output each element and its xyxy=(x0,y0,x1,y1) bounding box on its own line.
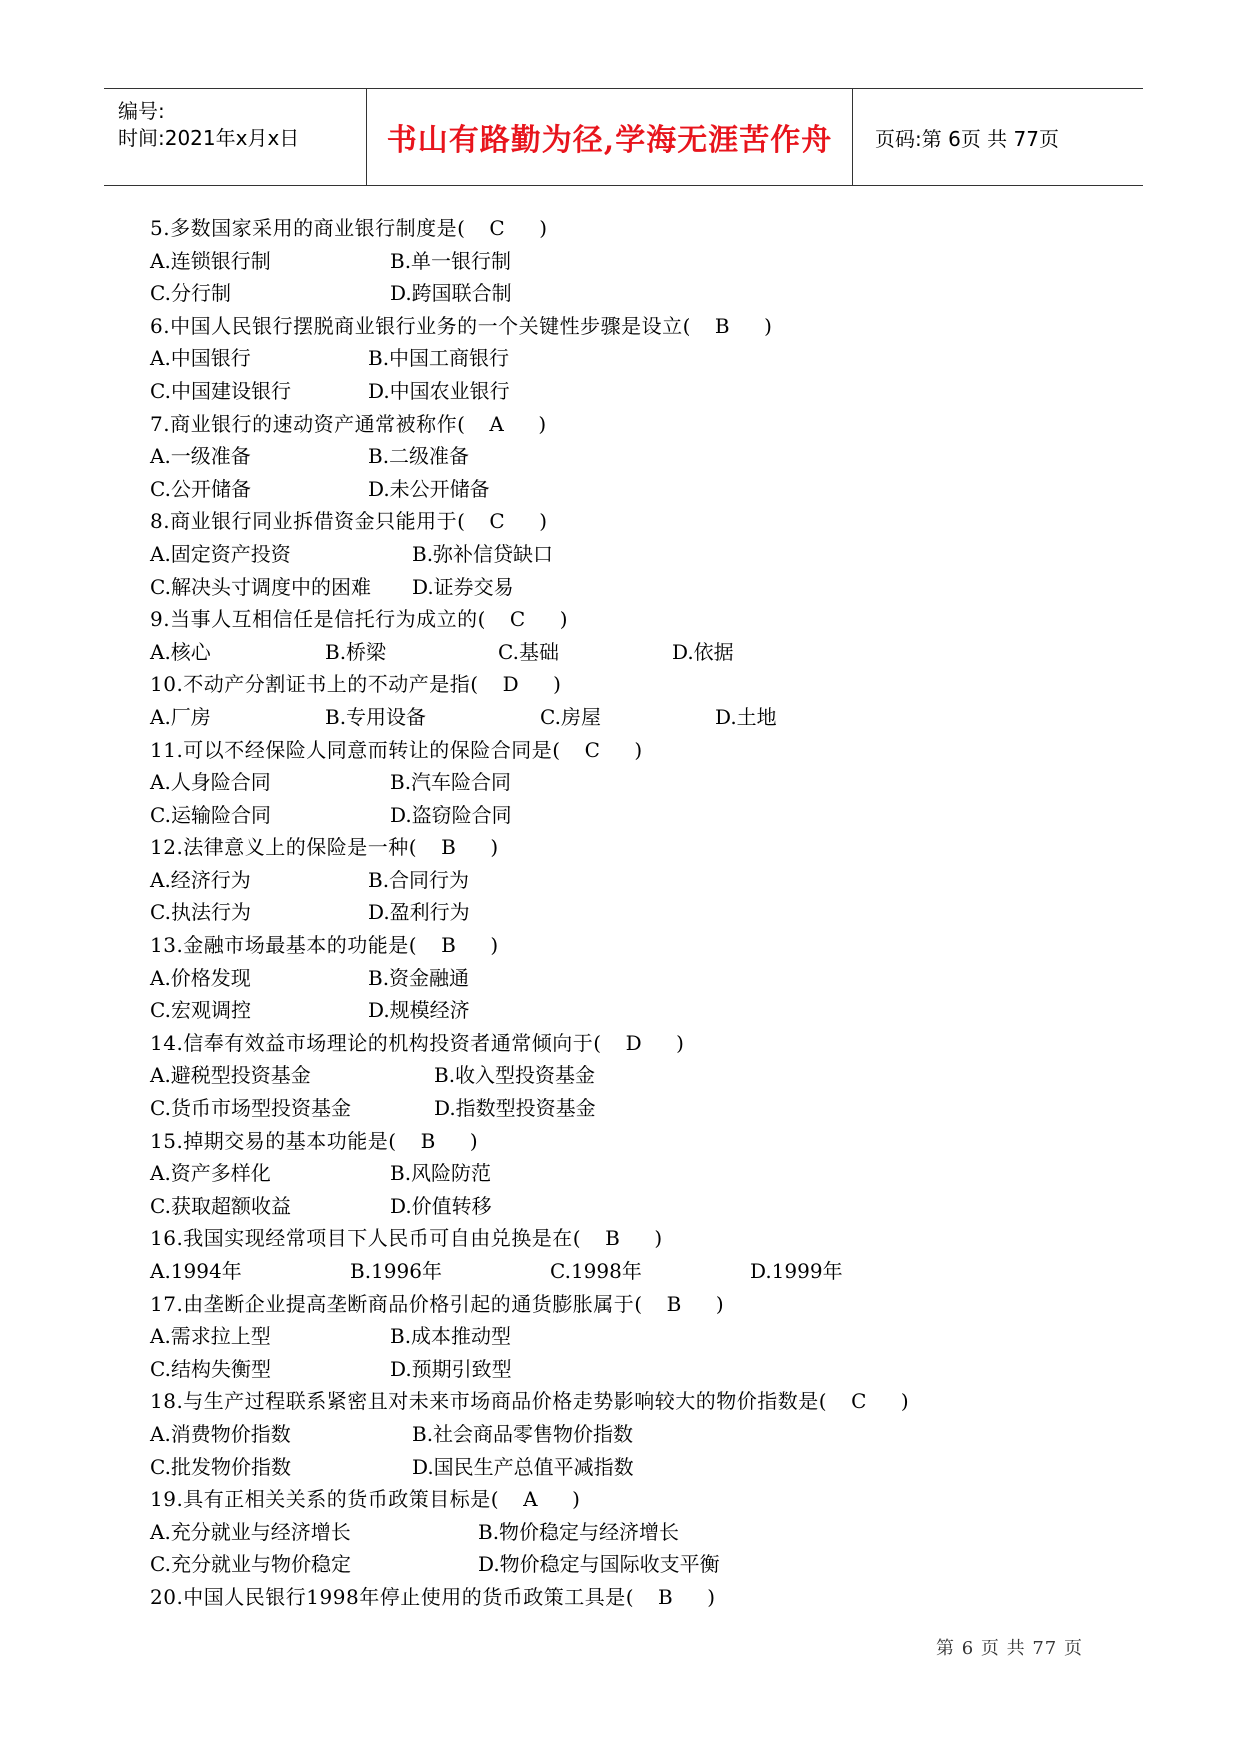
option-c: C.分行制 xyxy=(150,281,231,306)
option-a: A.中国银行 xyxy=(150,346,251,371)
answer-letter: B xyxy=(441,835,457,860)
option-c: C.获取超额收益 xyxy=(150,1193,291,1218)
option-c: C.结构失衡型 xyxy=(150,1356,271,1381)
answer-letter: B xyxy=(666,1291,682,1316)
option-c: C.中国建设银行 xyxy=(150,378,291,403)
question-text: 9.当事人互相信任是信托行为成立的( xyxy=(150,607,486,632)
option-b: B.资金融通 xyxy=(368,965,470,990)
question-text: 5.多数国家采用的商业银行制度是( xyxy=(150,216,466,240)
question-stem xyxy=(150,1222,1110,1255)
option-d: D.预期引致型 xyxy=(390,1356,512,1381)
option-a: A.资产多样化 xyxy=(150,1161,271,1186)
option-row xyxy=(150,1418,1110,1451)
closing-paren: ) xyxy=(539,509,548,534)
option-row xyxy=(150,1157,1110,1190)
option-b: B.风险防范 xyxy=(390,1161,492,1186)
question-text: 16.我国实现经常项目下人民币可自由兑换是在( xyxy=(150,1226,582,1251)
answer-letter: D xyxy=(502,672,520,697)
question-text: 12.法律意义上的保险是一种( xyxy=(150,835,418,860)
question-stem xyxy=(150,929,1110,962)
question-stem xyxy=(150,734,1110,767)
answer-letter: C xyxy=(489,216,506,240)
option-a: A.人身险合同 xyxy=(150,770,271,795)
option-d: D.中国农业银行 xyxy=(368,378,510,403)
option-row xyxy=(150,864,1110,897)
closing-paren: ) xyxy=(707,1584,716,1609)
option-d: D.土地 xyxy=(715,704,777,729)
option-a: A.经济行为 xyxy=(150,867,251,892)
option-b: B.弥补信贷缺口 xyxy=(412,541,554,566)
option-row xyxy=(150,571,1110,604)
answer-letter: B xyxy=(441,933,457,958)
document-number-label: 编号: xyxy=(118,99,165,123)
question-text: 14.信奉有效益市场理论的机构投资者通常倾向于( xyxy=(150,1030,602,1055)
question-text: 7.商业银行的速动资产通常被称作( xyxy=(150,411,466,436)
question-stem xyxy=(150,408,1110,441)
option-row xyxy=(150,473,1110,506)
answer-letter: A xyxy=(489,411,505,436)
option-a: A.连锁银行制 xyxy=(150,248,271,273)
option-a: A.一级准备 xyxy=(150,444,251,469)
option-row xyxy=(150,896,1110,929)
question-text: 20.中国人民银行1998年停止使用的货币政策工具是( xyxy=(150,1584,635,1609)
answer-letter: B xyxy=(658,1584,674,1609)
answer-letter: C xyxy=(509,607,526,632)
question-stem xyxy=(150,668,1110,701)
option-row xyxy=(150,1059,1110,1092)
option-b: B.成本推动型 xyxy=(390,1324,512,1349)
question-text: 15.掉期交易的基本功能是( xyxy=(150,1128,397,1153)
question-text: 10.不动产分割证书上的不动产是指( xyxy=(150,672,479,697)
option-d: D.指数型投资基金 xyxy=(434,1096,596,1121)
option-row xyxy=(150,1092,1110,1125)
option-a: A.需求拉上型 xyxy=(150,1324,271,1349)
option-row xyxy=(150,962,1110,995)
option-d: D.盈利行为 xyxy=(368,900,470,925)
closing-paren: ) xyxy=(553,672,562,697)
closing-paren: ) xyxy=(715,1291,725,1316)
option-b: B.社会商品零售物价指数 xyxy=(412,1421,634,1446)
question-stem xyxy=(150,310,1110,343)
option-c: C.基础 xyxy=(498,639,559,664)
option-b: B.物价稳定与经济增长 xyxy=(478,1519,680,1544)
option-b: B.单一银行制 xyxy=(390,248,512,273)
question-stem xyxy=(150,212,1110,245)
option-b: B.合同行为 xyxy=(368,867,470,892)
option-row xyxy=(150,1451,1110,1484)
closing-paren: ) xyxy=(900,1389,910,1414)
question-stem xyxy=(150,1581,1110,1614)
option-d: D.证券交易 xyxy=(412,574,514,599)
option-c: C.运输险合同 xyxy=(150,802,271,827)
option-d: D.国民生产总值平减指数 xyxy=(412,1454,634,1479)
option-row xyxy=(150,636,1110,669)
option-row xyxy=(150,277,1110,310)
question-stem xyxy=(150,1483,1110,1516)
question-text: 6.中国人民银行摆脱商业银行业务的一个关键性步骤是设立( xyxy=(150,313,691,338)
option-row xyxy=(150,375,1110,408)
option-d: D.规模经济 xyxy=(368,998,470,1023)
option-b: B.收入型投资基金 xyxy=(434,1063,596,1088)
option-row xyxy=(150,1353,1110,1386)
question-text: 17.由垄断企业提高垄断商品价格引起的通货膨胀属于( xyxy=(150,1291,643,1316)
option-d: D.跨国联合制 xyxy=(390,281,512,306)
option-row xyxy=(150,799,1110,832)
option-a: A.厂房 xyxy=(150,704,211,729)
page-header xyxy=(104,88,1143,186)
option-b: B.桥梁 xyxy=(325,639,387,664)
question-stem xyxy=(150,1125,1110,1158)
option-c: C.解决头寸调度中的困难 xyxy=(150,574,371,599)
header-page-cell xyxy=(853,89,1143,185)
option-b: B.汽车险合同 xyxy=(390,770,512,795)
question-stem xyxy=(150,505,1110,538)
option-row xyxy=(150,538,1110,571)
option-row xyxy=(150,1190,1110,1223)
document-time-label: 时间:2021年x月x日 xyxy=(118,126,300,150)
question-text: 18.与生产过程联系紧密且对未来市场商品价格走势影响较大的物价指数是( xyxy=(150,1389,828,1414)
answer-letter: B xyxy=(605,1226,621,1251)
question-stem xyxy=(150,1385,1110,1418)
header-info-cell xyxy=(104,89,367,185)
option-row xyxy=(150,994,1110,1027)
option-a: A.1994年 xyxy=(150,1259,242,1283)
closing-paren: ) xyxy=(764,313,773,338)
option-a: A.固定资产投资 xyxy=(150,541,291,566)
page-number-label: 页码:第 6页 共 77页 xyxy=(875,126,1059,151)
closing-paren: ) xyxy=(654,1226,663,1251)
page-footer: 第 6 页 共 77 页 xyxy=(936,1638,1083,1659)
option-d: D.1999年 xyxy=(750,1259,843,1283)
answer-letter: A xyxy=(523,1487,539,1512)
option-c: C.公开储备 xyxy=(150,476,251,501)
option-c: C.宏观调控 xyxy=(150,998,251,1023)
option-d: D.依据 xyxy=(672,639,734,664)
option-c: C.批发物价指数 xyxy=(150,1454,291,1479)
closing-paren: ) xyxy=(559,607,569,632)
option-b: B.专用设备 xyxy=(325,704,427,729)
question-text: 19.具有正相关关系的货币政策目标是( xyxy=(150,1487,500,1512)
question-stem xyxy=(150,603,1110,636)
option-d: D.盗窃险合同 xyxy=(390,802,512,827)
question-stem xyxy=(150,1288,1110,1321)
option-row xyxy=(150,701,1110,734)
question-text: 8.商业银行同业拆借资金只能用于( xyxy=(150,509,466,534)
option-a: A.核心 xyxy=(150,639,211,664)
closing-paren: ) xyxy=(490,835,499,860)
option-a: A.消费物价指数 xyxy=(150,1421,291,1446)
option-d: D.价值转移 xyxy=(390,1193,492,1218)
header-motto-cell xyxy=(367,89,853,185)
option-row xyxy=(150,766,1110,799)
closing-paren: ) xyxy=(538,411,547,436)
option-row xyxy=(150,440,1110,473)
answer-letter: C xyxy=(584,737,601,762)
option-row xyxy=(150,245,1110,278)
closing-paren: ) xyxy=(539,216,548,240)
option-c: C.房屋 xyxy=(540,704,601,729)
question-text: 13.金融市场最基本的功能是( xyxy=(150,933,418,958)
question-stem xyxy=(150,831,1110,864)
closing-paren: ) xyxy=(490,933,499,958)
option-a: A.避税型投资基金 xyxy=(150,1063,311,1088)
answer-letter: C xyxy=(489,509,506,534)
closing-paren: ) xyxy=(676,1030,685,1055)
option-row xyxy=(150,1516,1110,1549)
option-row xyxy=(150,1320,1110,1353)
option-a: A.充分就业与经济增长 xyxy=(150,1519,351,1544)
closing-paren: ) xyxy=(572,1487,581,1512)
option-row xyxy=(150,1255,1110,1288)
option-d: D.未公开储备 xyxy=(368,476,490,501)
option-c: C.充分就业与物价稳定 xyxy=(150,1552,351,1577)
answer-letter: B xyxy=(714,313,731,338)
closing-paren: ) xyxy=(469,1128,479,1153)
answer-letter: C xyxy=(851,1389,867,1414)
option-c: C.执法行为 xyxy=(150,900,251,925)
question-list xyxy=(150,212,1110,1614)
answer-letter: B xyxy=(420,1128,436,1153)
option-d: D.物价稳定与国际收支平衡 xyxy=(478,1552,720,1577)
closing-paren: ) xyxy=(634,737,643,762)
option-c: C.货币市场型投资基金 xyxy=(150,1096,351,1121)
option-row xyxy=(150,342,1110,375)
answer-letter: D xyxy=(625,1030,643,1055)
question-text: 11.可以不经保险人同意而转让的保险合同是( xyxy=(150,737,561,762)
question-stem xyxy=(150,1027,1110,1060)
option-b: B.1996年 xyxy=(350,1259,442,1283)
option-a: A.价格发现 xyxy=(150,965,251,990)
option-c: C.1998年 xyxy=(550,1259,642,1283)
option-b: B.二级准备 xyxy=(368,444,470,469)
option-row xyxy=(150,1548,1110,1581)
motto-text: 书山有路勤为径,学海无涯苦作舟 xyxy=(386,123,833,158)
option-b: B.中国工商银行 xyxy=(368,346,510,371)
